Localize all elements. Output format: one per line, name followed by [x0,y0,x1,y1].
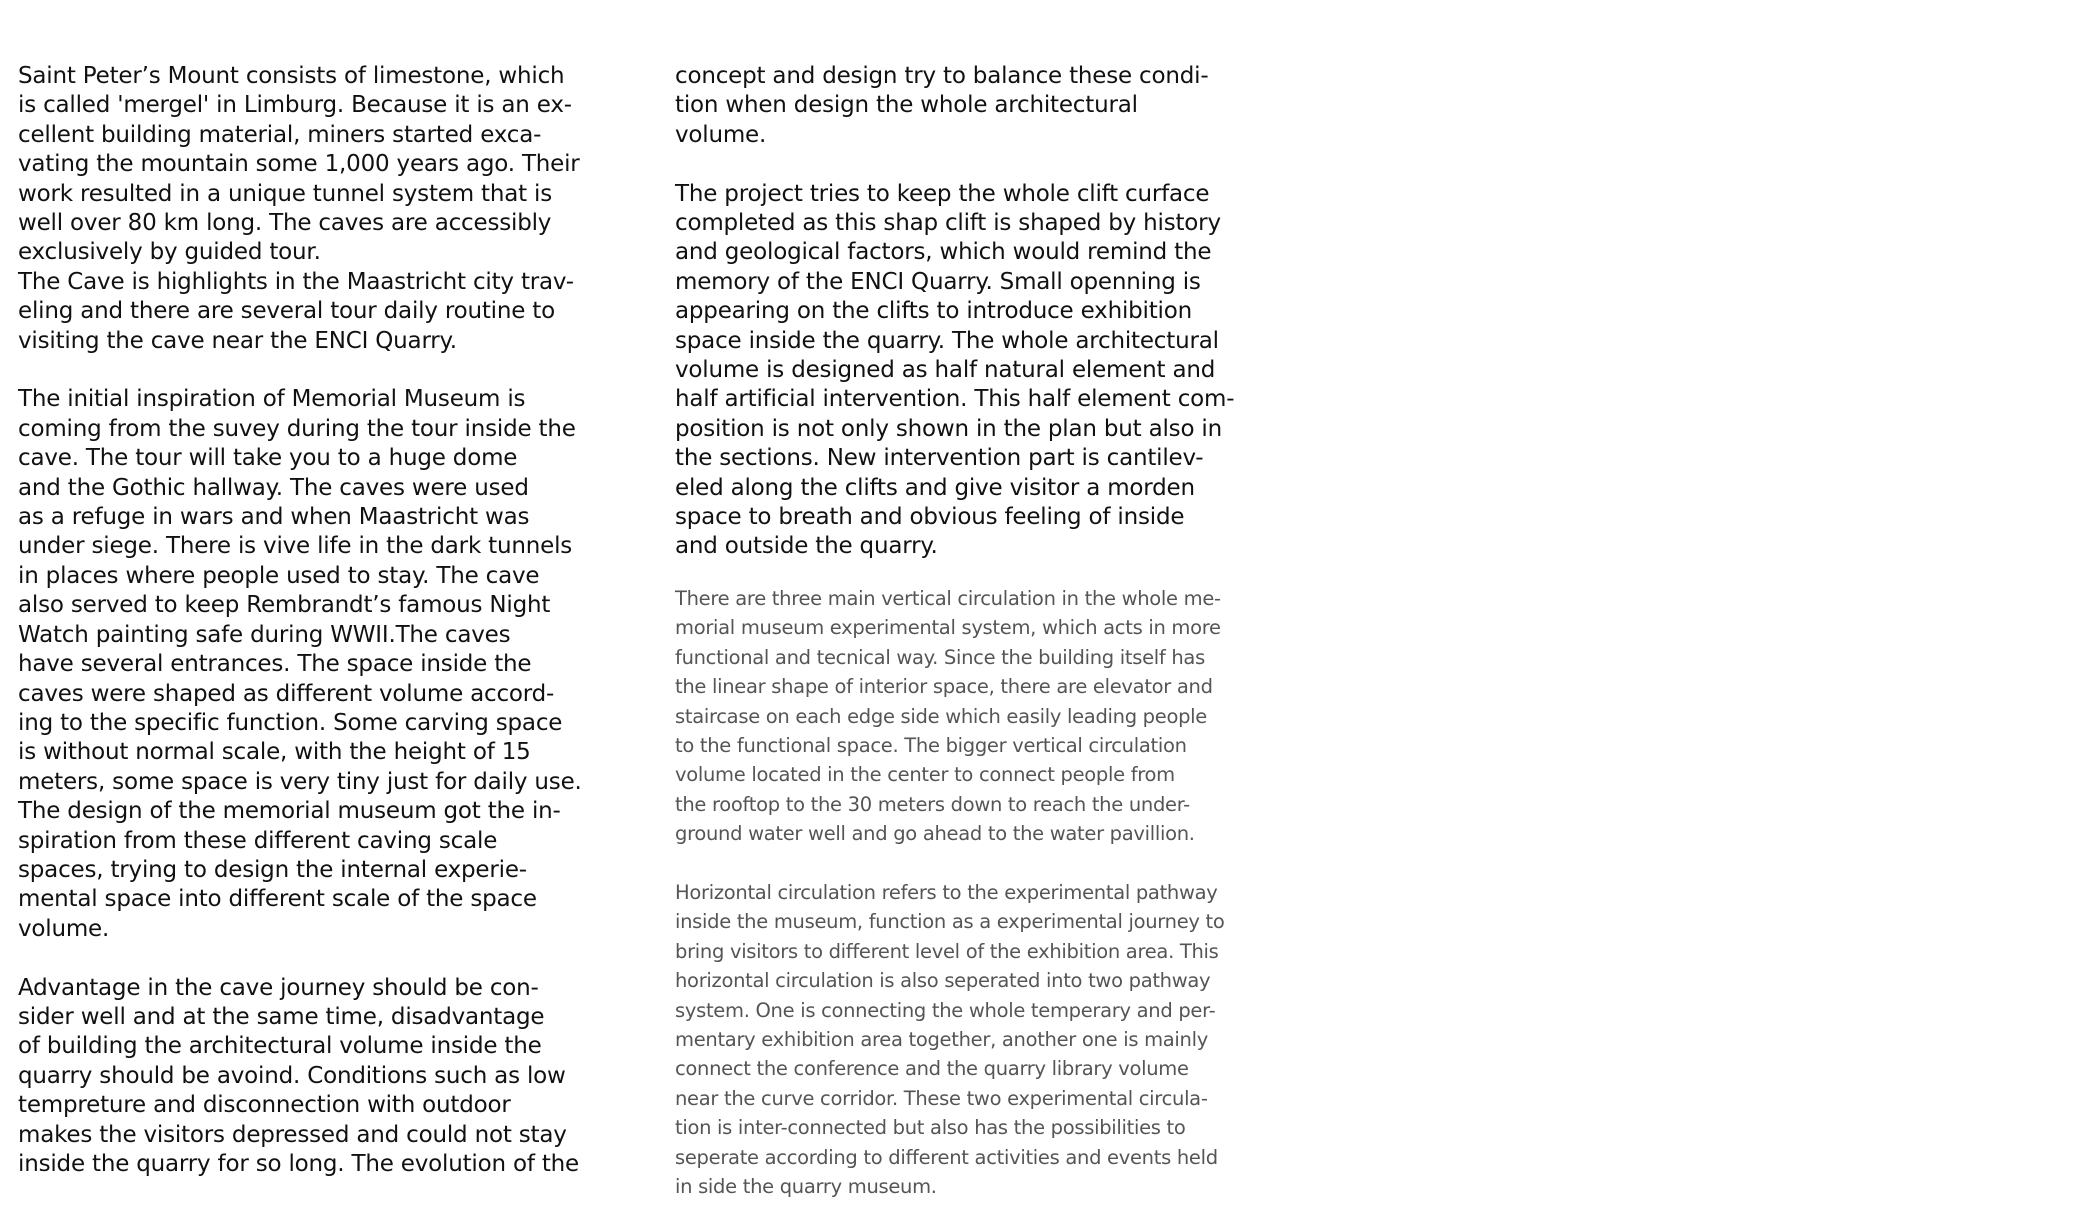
right-column [675,62,1287,1201]
left-paragraph-intro: Saint Peter’s Mount consists of limestone, which is called 'mergel' in Limburg. Because it is an ex- cellent building material, miners started exca- vating the mountain some 1,000 years ago. Their work resulted in a unique tunnel system that is well over 80 km long. The caves are accessibly exclusively by guided tour. The Cave is highlights in the Maastricht city trav- eling and there are several tour daily routine to visiting the cave near the ENCI Quarry. [18,63,580,354]
left-paragraph-inspiration: The initial inspiration of Memorial Museum is coming from the suvey during the tour inside the cave. The tour will take you to a huge dome and the Gothic hallway. The caves were used as a refuge in wars and when Maastricht was under siege. There is vive life in the dark tunnels in places where people used to stay. The cave also served to keep Rembrandt’s famous Night Watch painting safe during WWII.The caves have several entrances. The space inside the caves were shaped as different volume accord- ing to the specific function. Some carving space is without normal scale, with the height of 15 meters, some space is very tiny just for daily use. The design of the memorial museum got the in- spiration from these different caving scale spaces, trying to design the internal experie- mental space into different scale of the space volume. [18,386,582,942]
paragraph-gap [18,944,630,973]
right-paragraph-vertical-circulation: There are three main vertical circulation in the whole me- morial museum experimental system, which acts in more functional and tecnical way. Since the building itself has the linear shape of interior space, there are elevator and staircase on each edge side which easily leading people to the functional space. The bigger vertical circulation volume located in the center to connect people from the rooftop to the 30 meters down to reach the under- ground water well and go ahead to the water pavillion. [675,586,1221,846]
paragraph-gap [675,849,1287,878]
right-paragraph-horizontal-circulation: Horizontal circulation refers to the experimental pathway inside the museum, function as a experimental journey to bring visitors to different level of the exhibition area. This horizontal circulation is also seperated into two pathway system. One is connecting the whole temperary and per- mentary exhibition area together, another one is mainly connect the conference and the quarry library volume near the curve corridor. These two experimental circula- tion is inter-connected but also has the possibilities to seperate according to different activities and events held in side the quarry museum. [675,880,1225,1198]
paragraph-gap [18,356,630,385]
left-column [18,62,630,1179]
paragraph-gap [675,562,1287,584]
left-paragraph-advantage: Advantage in the cave journey should be con- sider well and at the same time, disadvantage of building the architectural volume inside the quarry should be avoind. Conditions such as low tempreture and disconnection with outdoor makes the visitors depressed and could not stay inside the quarry for so long. The evolution of the [18,974,580,1177]
right-paragraph-clift: The project tries to keep the whole clift curface completed as this shap clift is shaped by history and geological factors, which would remind the memory of the ENCI Quarry. Small openning is appearing on the clifts to introduce exhibition space inside the quarry. The whole architectural volume is designed as half natural element and half artificial intervention. This half element com- position is not only shown in the plan but also in the sections. New intervention part is cantilev- eled along the clifts and give visitor a morden space to breath and obvious feeling of inside and outside the quarry. [675,180,1235,560]
right-paragraph-continuation: concept and design try to balance these condi- tion when design the whole architectural volume. [675,63,1209,148]
paragraph-gap [675,150,1287,179]
